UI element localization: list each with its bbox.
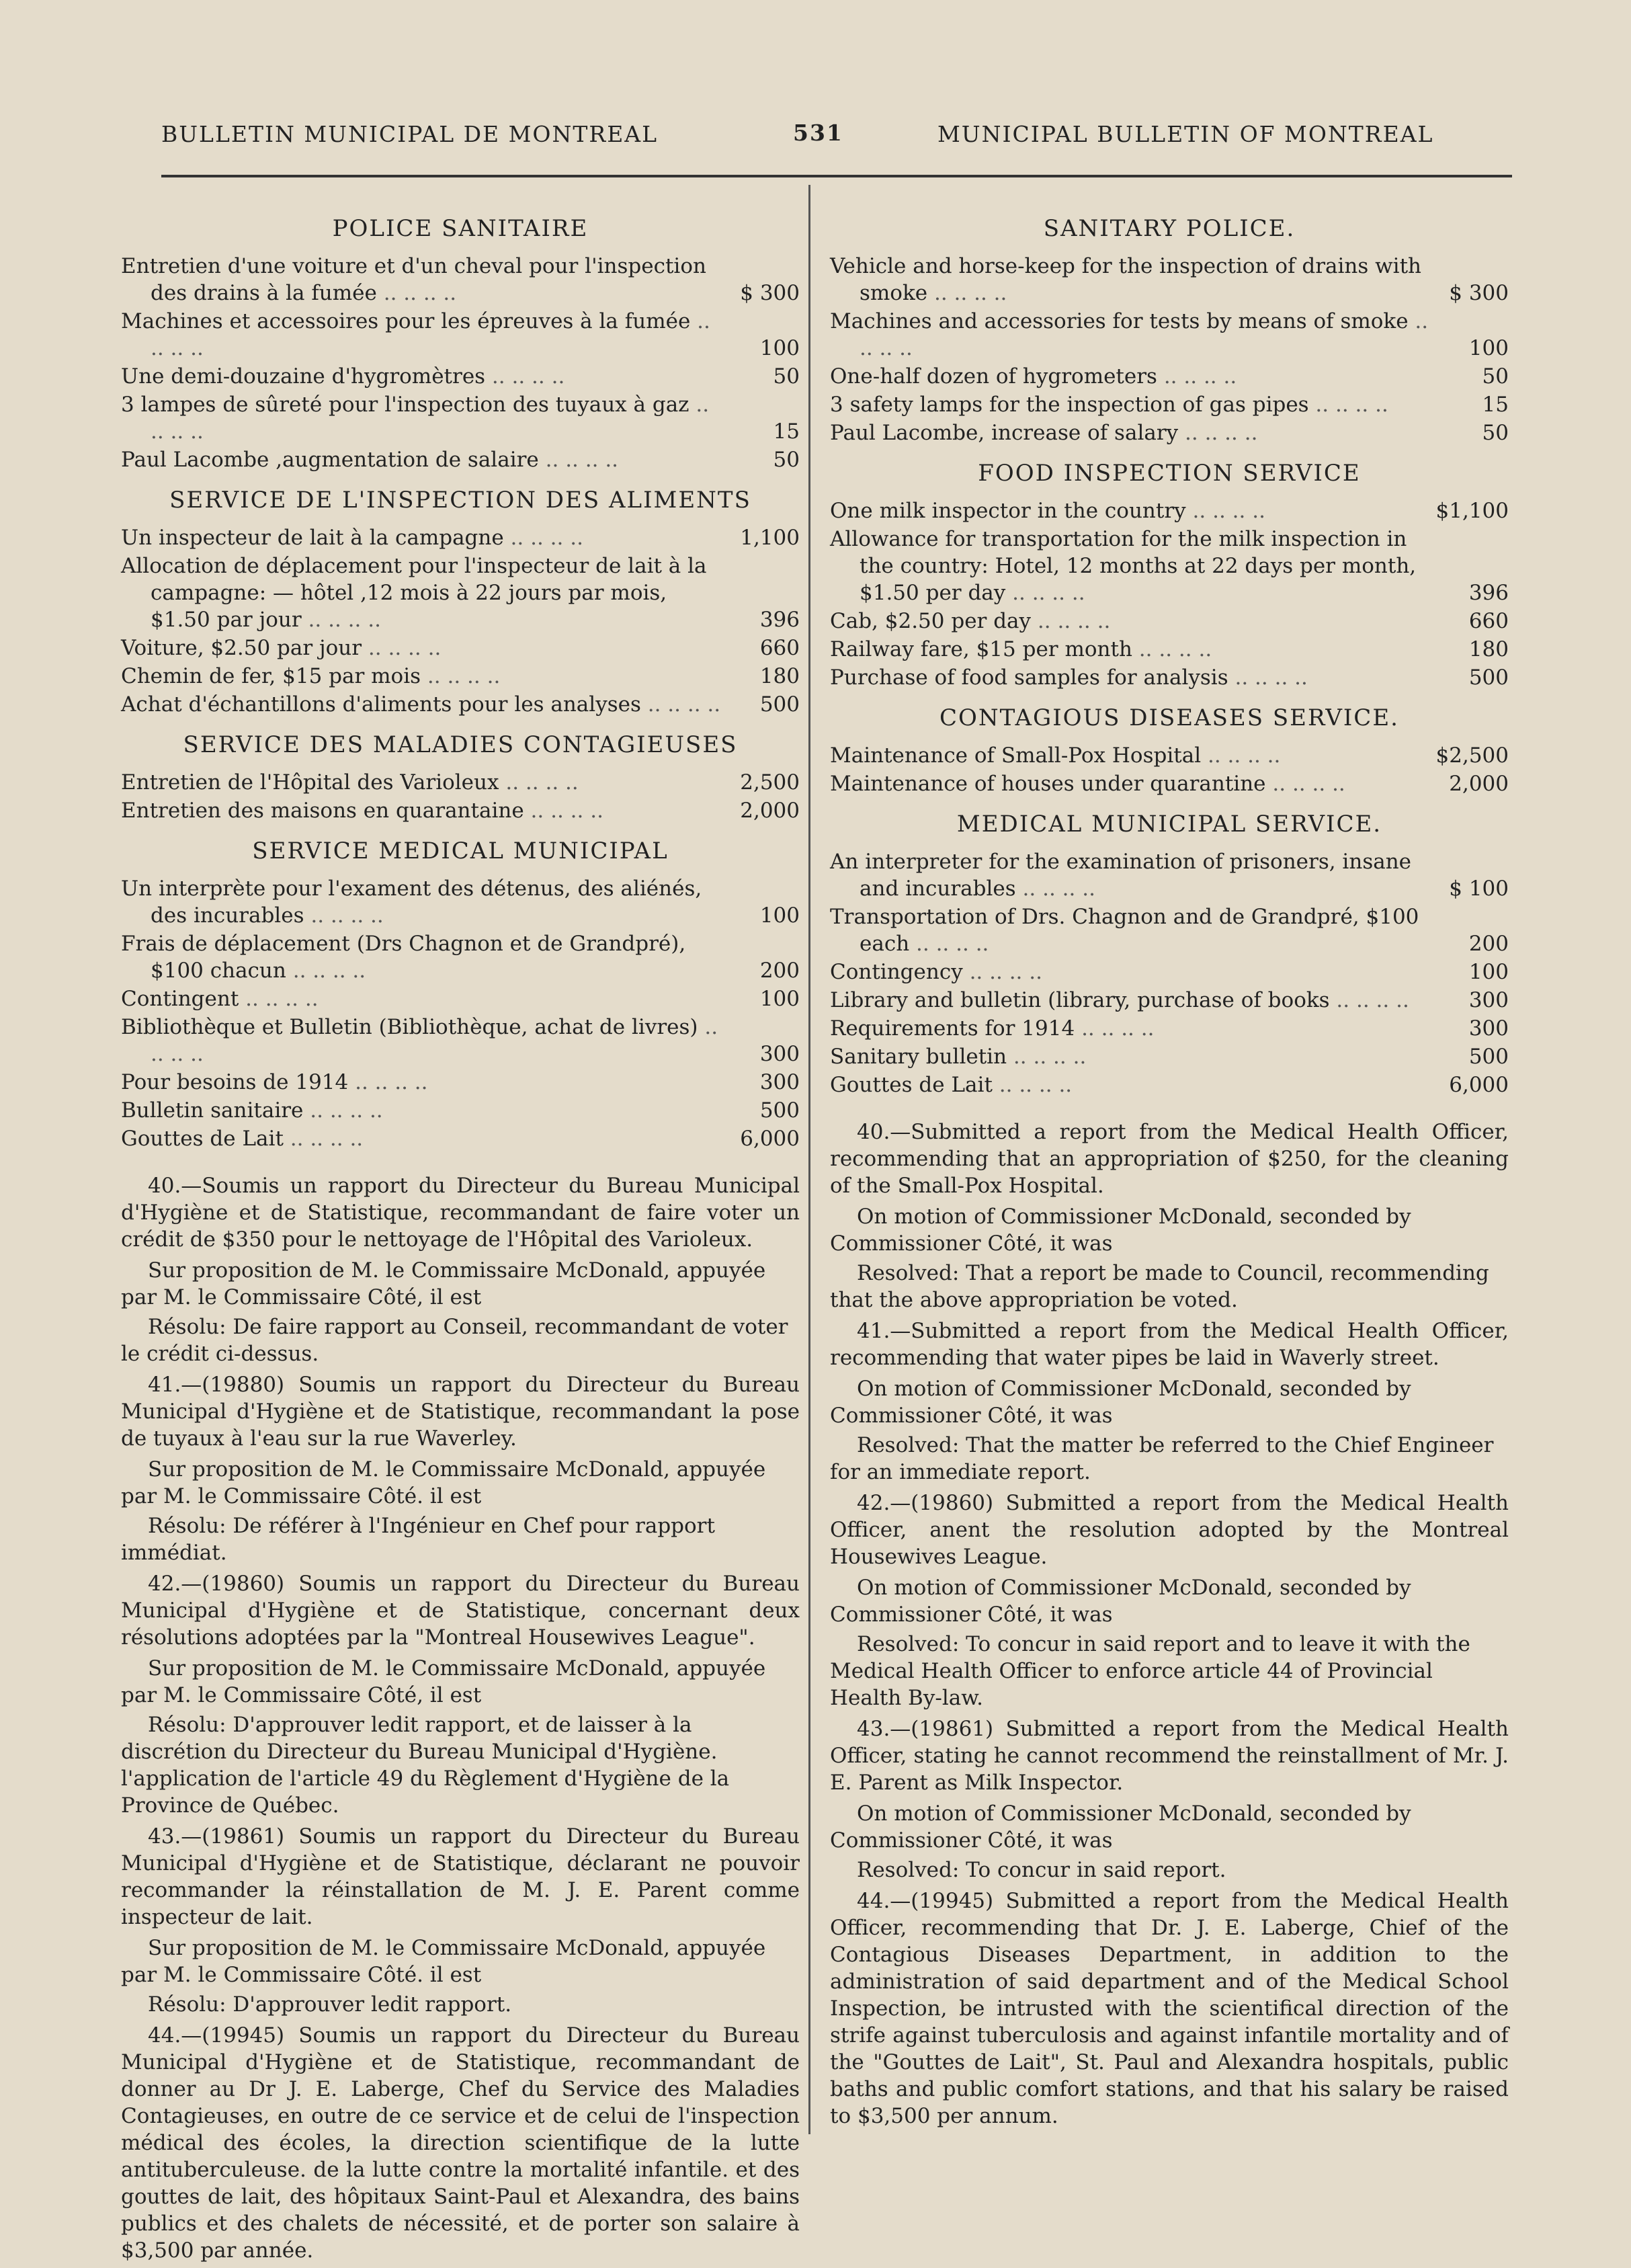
budget-item-amount: 660	[759, 636, 800, 660]
budget-item-label: Allowance for transportation for the milk inspection in the country: Hotel, 12 months at 22 days per month, $1.50 per day .. ..	[830, 526, 1435, 606]
budget-row	[830, 526, 1509, 606]
budget-item-amount: 50	[1482, 364, 1509, 389]
budget-row	[830, 636, 1509, 663]
budget-item-amount: 100	[1468, 336, 1509, 360]
section-title: MEDICAL MUNICIPAL SERVICE.	[956, 811, 1382, 838]
budget-item-label: Gouttes de Lait .. ..	[830, 1071, 1435, 1098]
resolution-text: Résolu: De référer à l'Ingénieur en Chef pour rapport immédiat.	[121, 1514, 715, 1565]
budget-item-label: Gouttes de Lait .. ..	[121, 1125, 726, 1152]
budget-item-label: Bulletin sanitaire .. ..	[121, 1097, 726, 1124]
header-left-title: BULLETIN MUNICIPAL DE MONTREAL	[161, 121, 659, 147]
header-right-title: MUNICIPAL BULLETIN OF MONTREAL	[937, 121, 1434, 147]
budget-item-label: Bibliothèque et Bulletin (Bibliothèque, achat de livres) .. ..	[121, 1014, 726, 1067]
section-title: CONTAGIOUS DISEASES SERVICE.	[939, 704, 1399, 731]
budget-item-amount: 50	[773, 448, 800, 472]
minute-item: 43.—(19861) Submitted a report from the Medical Health Officer, stating he cannot recommend the reinstallment of Mr. J. E. Parent as Milk Inspector.	[830, 1717, 1509, 1795]
budget-row	[121, 635, 800, 661]
budget-item-label: Une demi-douzaine d'hygromètres .. ..	[121, 363, 726, 390]
budget-item-amount: 500	[759, 692, 800, 717]
budget-row	[830, 608, 1509, 635]
budget-item-amount: 100	[759, 987, 800, 1011]
budget-item-amount: 15	[773, 419, 800, 444]
budget-item-amount: $2,500	[1435, 743, 1509, 768]
budget-item-amount: $1,100	[1435, 499, 1509, 523]
budget-row	[830, 664, 1509, 691]
resolution-text: Resolved: To concur in said report.	[857, 1858, 1226, 1882]
budget-row	[830, 742, 1509, 769]
budget-row	[830, 419, 1509, 446]
budget-item-amount: 100	[759, 903, 800, 928]
budget-item-label: Pour besoins de 1914 .. ..	[121, 1069, 726, 1096]
budget-item-amount: 500	[1468, 665, 1509, 690]
budget-row	[830, 959, 1509, 985]
budget-row	[830, 253, 1509, 307]
minute-item: 42.—(19860) Soumis un rapport du Directeur du Bureau Municipal d'Hygiène et de Statistique, concernant deux résolutions adoptées par la "Montreal Housewives League".	[121, 1572, 800, 1650]
budget-item-label: Maintenance of Small-Pox Hospital .. ..	[830, 742, 1435, 769]
budget-item-label: Requirements for 1914 .. ..	[830, 1015, 1435, 1042]
budget-item-label: Vehicle and horse-keep for the inspection of drains with smoke .. ..	[830, 253, 1435, 307]
budget-row	[121, 308, 800, 362]
budget-item-label: 3 lampes de sûreté pour l'inspection des tuyaux à gaz .. ..	[121, 391, 726, 445]
budget-item-label: Entretien de l'Hôpital des Varioleux .. ..	[121, 769, 726, 796]
budget-item-label: Un interprète pour l'exament des détenus, des aliénés, des incurables .. ..	[121, 875, 726, 929]
budget-item-label: Paul Lacombe ,augmentation de salaire .. ..	[121, 446, 726, 473]
resolution-text: Résolu: D'approuver ledit rapport, et de laisser à la discrétion du Directeur du Bureau Municipal d'Hygiène. l'application de l'article 49 du Règlement d'Hygiène de la Province de Québec.	[121, 1713, 730, 1818]
resolution-text: Resolved: That a report be made to Council, recommending that the above appropriation be voted.	[830, 1261, 1489, 1312]
budget-row	[121, 797, 800, 824]
budget-item-amount: 660	[1468, 609, 1509, 633]
resolution-text: Resolved: To concur in said report and to leave it with the Medical Health Officer to enforce article 44 of Provincial Health By-law.	[830, 1632, 1470, 1710]
budget-item-label: Machines et accessoires pour les épreuves à la fumée .. ..	[121, 308, 726, 362]
budget-row	[121, 553, 800, 633]
budget-item-amount: 180	[759, 664, 800, 688]
section-title: SERVICE MEDICAL MUNICIPAL	[252, 838, 669, 864]
spacer	[830, 1100, 1509, 1115]
budget-row	[121, 524, 800, 551]
motion-text: On motion of Commissioner McDonald, seconded by Commissioner Côté, it was	[830, 1801, 1411, 1853]
minute-item: 44.—(19945) Submitted a report from the Medical Health Officer, recommending that Dr. J. E. Laberge, Chief of the Contagious Diseases Department, in addition to the administration of said department and of the Medical School Inspection, be intrusted with the scientifical direction of the strife against tuberculosis and against infantile mortality and of the "Gouttes de Lait", St. Paul and Alexandra hospitals, public baths and public comfort stations, and that his salary be raised to $3,500 per annum.	[830, 1889, 1509, 2128]
minute-item: 40.—Submitted a report from the Medical Health Officer, recommending that an appropriation of $250, for the cleaning of the Small-Pox Hospital.	[830, 1120, 1509, 1198]
motion-text: Sur proposition de M. le Commissaire McDonald, appuyée par M. le Commissaire Côté. il est	[121, 1936, 766, 1987]
budget-row	[121, 663, 800, 690]
budget-item-label: One milk inspector in the country .. ..	[830, 497, 1435, 524]
section-title: FOOD INSPECTION SERVICE	[978, 460, 1361, 487]
section-title: POLICE SANITAIRE	[332, 215, 589, 242]
budget-item-amount: $ 100	[1449, 877, 1509, 901]
budget-row	[830, 1015, 1509, 1042]
budget-item-amount: 2,000	[1449, 772, 1509, 796]
budget-item-label: Chemin de fer, $15 par mois .. ..	[121, 663, 726, 690]
budget-item-label: Library and bulletin (library, purchase of books .. ..	[830, 987, 1435, 1014]
budget-row	[830, 363, 1509, 390]
budget-item-amount: 6,000	[1449, 1073, 1509, 1097]
budget-item-label: Achat d'échantillons d'aliments pour les analyses .. ..	[121, 691, 726, 718]
budget-item-label: 3 safety lamps for the inspection of gas pipes .. ..	[830, 391, 1435, 418]
budget-item-label: Transportation of Drs. Chagnon and de Grandpré, $100 each .. ..	[830, 903, 1435, 957]
resolution-text: Résolu: D'approuver ledit rapport.	[148, 1992, 512, 2017]
budget-item-amount: 300	[1468, 1016, 1509, 1041]
budget-row	[121, 691, 800, 718]
budget-item-amount: 500	[1468, 1045, 1509, 1069]
budget-item-label: Paul Lacombe, increase of salary .. ..	[830, 419, 1435, 446]
budget-item-label: Railway fare, $15 per month .. ..	[830, 636, 1435, 663]
page-header	[101, 101, 1512, 155]
budget-item-amount: 200	[1468, 932, 1509, 956]
budget-item-amount: 2,500	[740, 770, 800, 795]
budget-item-label: Maintenance of houses under quarantine .. ..	[830, 770, 1435, 797]
budget-item-amount: 396	[759, 608, 800, 632]
budget-item-label: Machines and accessories for tests by means of smoke .. ..	[830, 308, 1435, 362]
budget-item-label: Purchase of food samples for analysis .. ..	[830, 664, 1435, 691]
english-column	[830, 202, 1509, 2134]
budget-item-label: Un inspecteur de lait à la campagne .. ..	[121, 524, 726, 551]
budget-row	[121, 930, 800, 984]
minute-item: 43.—(19861) Soumis un rapport du Directeur du Bureau Municipal d'Hygiène et de Statistique, déclarant ne pouvoir recommander la réinstallation de M. J. E. Parent comme inspecteur de lait.	[121, 1824, 800, 1929]
budget-row	[830, 903, 1509, 957]
resolution-text: Resolved: That the matter be referred to the Chief Engineer for an immediate report.	[830, 1433, 1494, 1484]
minute-item: 41.—(19880) Soumis un rapport du Directeur du Bureau Municipal d'Hygiène et de Statistique, recommandant la pose de tuyaux à l'eau sur la rue Waverley.	[121, 1373, 800, 1451]
budget-row	[830, 1043, 1509, 1070]
french-column	[121, 202, 800, 2268]
budget-item-amount: 2,000	[740, 799, 800, 823]
budget-row	[121, 1125, 800, 1152]
budget-item-amount: $ 300	[740, 281, 800, 305]
header-rule	[161, 175, 1512, 177]
budget-item-label: Contingent .. ..	[121, 985, 726, 1012]
resolution-text: Résolu: De faire rapport au Conseil, recommandant de voter le crédit ci-dessus.	[121, 1315, 788, 1366]
budget-item-amount: 15	[1482, 393, 1509, 417]
budget-row	[830, 848, 1509, 902]
motion-text: Sur proposition de M. le Commissaire McDonald, appuyée par M. le Commissaire Côté. il est	[121, 1457, 766, 1508]
budget-row	[121, 363, 800, 390]
budget-item-label: Frais de déplacement (Drs Chagnon et de Grandpré), $100 chacun .. ..	[121, 930, 726, 984]
budget-item-amount: 180	[1468, 637, 1509, 661]
motion-text: Sur proposition de M. le Commissaire McDonald, appuyée par M. le Commissaire Côté, il est	[121, 1656, 766, 1707]
budget-item-amount: 300	[759, 1042, 800, 1066]
budget-item-label: Voiture, $2.50 par jour .. ..	[121, 635, 726, 661]
budget-item-amount: 396	[1468, 581, 1509, 605]
document-page	[101, 101, 1512, 2263]
page-number: 531	[793, 120, 843, 146]
budget-row	[830, 987, 1509, 1014]
spacer	[121, 1153, 800, 1168]
budget-row	[121, 1014, 800, 1067]
budget-item-amount: 6,000	[740, 1127, 800, 1151]
budget-row	[121, 769, 800, 796]
budget-row	[121, 446, 800, 473]
budget-item-label: Allocation de déplacement pour l'inspecteur de lait à la campagne: — hôtel ,12 mois à 22 jours par mois, $1.50 par jour .. ..	[121, 553, 726, 633]
budget-item-label: Contingency .. ..	[830, 959, 1435, 985]
budget-row	[121, 1097, 800, 1124]
budget-row	[121, 1069, 800, 1096]
budget-item-label: Cab, $2.50 per day .. ..	[830, 608, 1435, 635]
minute-item: 44.—(19945) Soumis un rapport du Directeur du Bureau Municipal d'Hygiène et de Statistique, recommandant de donner au Dr J. E. Laberge, Chef du Service des Maladies Contagieuses, en outre de ce service et de celui de l'inspection médical des écoles, la direction scientifique de la lutte antituberculeuse. de la lutte contre la mortalité infantile. et des gouttes de lait, des hôpitaux Saint-Paul et Alexandra, des bains publics et des chalets de nécessité, et de porter son salaire à $3,500 par année.	[121, 2023, 800, 2263]
budget-item-label: Sanitary bulletin .. ..	[830, 1043, 1435, 1070]
budget-item-amount: 300	[1468, 988, 1509, 1012]
section-title: SERVICE DES MALADIES CONTAGIEUSES	[183, 731, 738, 758]
budget-item-label: Entretien d'une voiture et d'un cheval pour l'inspection des drains à la fumée .. ..	[121, 253, 726, 307]
column-divider	[808, 185, 810, 2134]
budget-item-label: Entretien des maisons en quarantaine .. ..	[121, 797, 726, 824]
minute-item: 41.—Submitted a report from the Medical Health Officer, recommending that water pipes be laid in Waverly street.	[830, 1319, 1509, 1370]
minute-item: 40.—Soumis un rapport du Directeur du Bureau Municipal d'Hygiène et de Statistique, recommandant de faire voter un crédit de $350 pour le nettoyage de l'Hôpital des Varioleux.	[121, 1174, 800, 1252]
budget-row	[830, 770, 1509, 797]
motion-text: On motion of Commissioner McDonald, seconded by Commissioner Côté, it was	[830, 1377, 1411, 1428]
motion-text: Sur proposition de M. le Commissaire McDonald, appuyée par M. le Commissaire Côté, il est	[121, 1258, 766, 1309]
section-title: SERVICE DE L'INSPECTION DES ALIMENTS	[169, 487, 751, 514]
budget-row	[830, 308, 1509, 362]
motion-text: On motion of Commissioner McDonald, seconded by Commissioner Côté, it was	[830, 1205, 1411, 1256]
budget-item-amount: $ 300	[1449, 281, 1509, 305]
budget-item-amount: 50	[773, 364, 800, 389]
motion-text: On motion of Commissioner McDonald, seconded by Commissioner Côté, it was	[830, 1576, 1411, 1627]
budget-row	[830, 391, 1509, 418]
budget-item-amount: 500	[759, 1098, 800, 1123]
minute-item: 42.—(19860) Submitted a report from the Medical Health Officer, anent the resolution adopted by the Montreal Housewives League.	[830, 1491, 1509, 1569]
budget-item-amount: 1,100	[740, 526, 800, 550]
budget-row	[121, 985, 800, 1012]
budget-item-amount: 300	[759, 1070, 800, 1094]
budget-item-amount: 100	[1468, 960, 1509, 984]
budget-row	[830, 1071, 1509, 1098]
budget-row	[121, 391, 800, 445]
budget-row	[121, 253, 800, 307]
budget-row	[121, 875, 800, 929]
section-title: SANITARY POLICE.	[1043, 215, 1296, 242]
budget-item-amount: 100	[759, 336, 800, 360]
budget-row	[830, 497, 1509, 524]
budget-item-amount: 200	[759, 959, 800, 983]
budget-item-amount: 50	[1482, 421, 1509, 445]
budget-item-label: One-half dozen of hygrometers .. ..	[830, 363, 1435, 390]
budget-item-label: An interpreter for the examination of prisoners, insane and incurables .. ..	[830, 848, 1435, 902]
